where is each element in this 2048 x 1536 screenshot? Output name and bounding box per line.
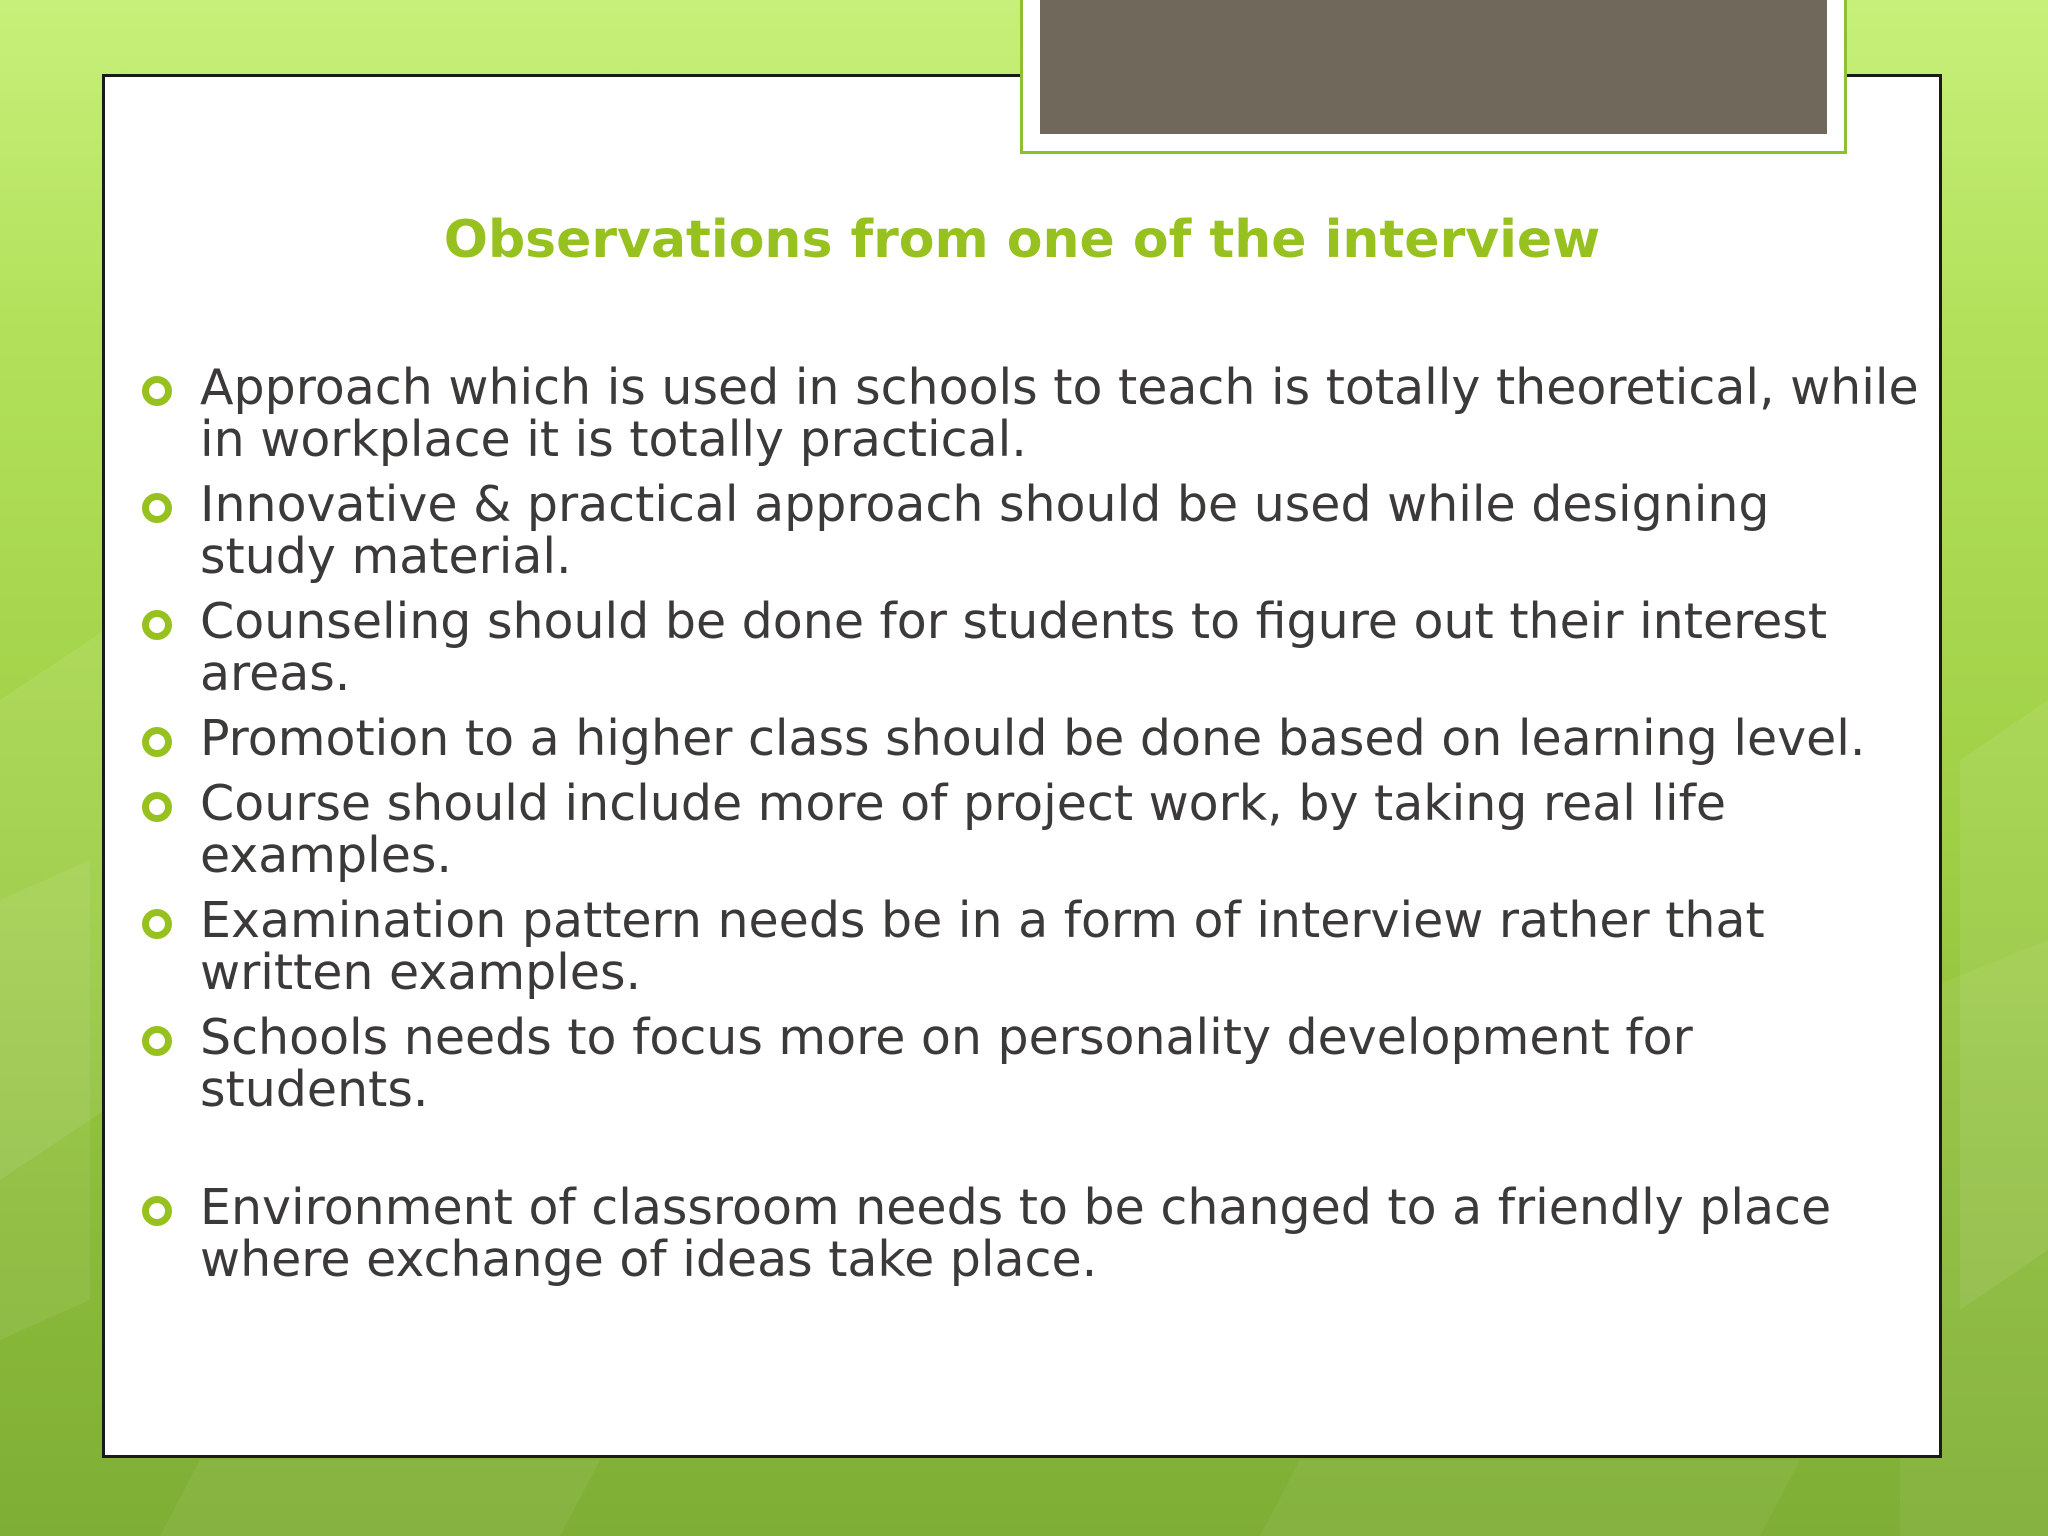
list-item-text: Course should include more of project work, by taking real life examples.	[200, 775, 1727, 884]
circle-bullet-icon	[142, 792, 172, 822]
circle-bullet-icon	[142, 1196, 172, 1226]
header-tab-block	[1040, 0, 1827, 134]
circle-bullet-icon	[142, 1026, 172, 1056]
slide-title: Observations from one of the interview	[443, 210, 1601, 270]
circle-bullet-icon	[142, 727, 172, 757]
list-item	[140, 593, 1920, 702]
list-item-text: Counseling should be done for students to figure out their interest areas.	[200, 593, 1828, 702]
list-item	[140, 1179, 1920, 1288]
list-item	[140, 1009, 1920, 1118]
circle-bullet-icon	[142, 376, 172, 406]
circle-bullet-icon	[142, 493, 172, 523]
list-item	[140, 775, 1920, 884]
list-item-text: Innovative & practical approach should be used while designing study material.	[200, 476, 1770, 585]
list-item-text: Approach which is used in schools to teach is totally theoretical, while in workplace it is totally practical.	[200, 359, 1919, 468]
list-item-text: Environment of classroom needs to be changed to a friendly place where exchange of ideas take place.	[200, 1179, 1832, 1288]
list-item	[140, 710, 1920, 767]
list-item-text: Promotion to a higher class should be done based on learning level.	[200, 710, 1866, 767]
list-item-text: Schools needs to focus more on personality development for students.	[200, 1009, 1693, 1118]
bullet-list	[140, 359, 1920, 1299]
list-item-text: Examination pattern needs be in a form of interview rather that written examples.	[200, 892, 1765, 1001]
circle-bullet-icon	[142, 909, 172, 939]
list-item	[140, 476, 1920, 585]
circle-bullet-icon	[142, 610, 172, 640]
list-item	[140, 892, 1920, 1001]
list-item	[140, 359, 1920, 468]
